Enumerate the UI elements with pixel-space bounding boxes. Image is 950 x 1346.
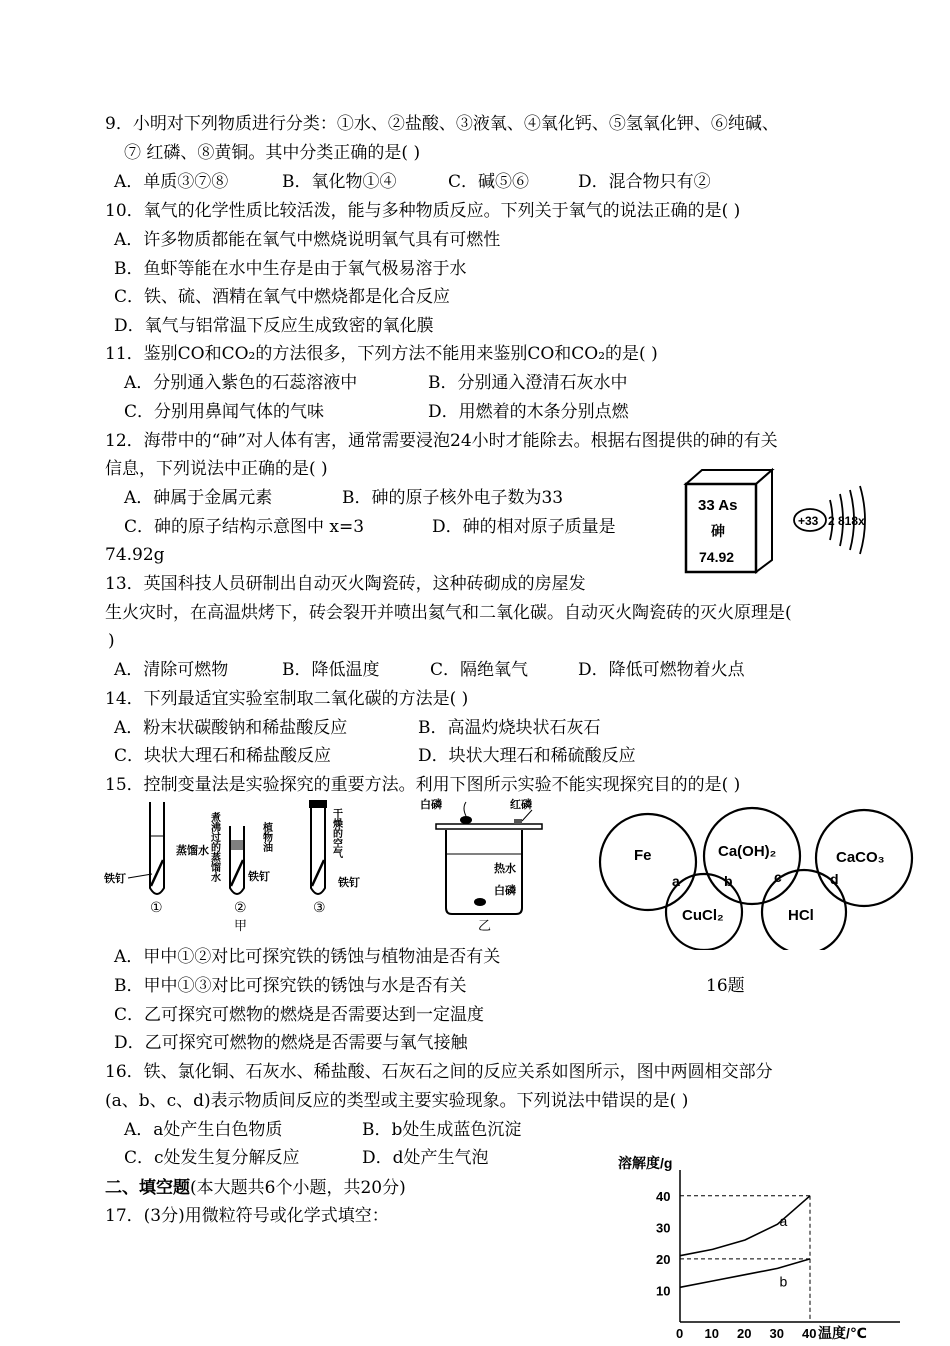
q13-stem-line3: ) [108,631,115,651]
tube1-nail-label: 铁钉 [104,873,126,885]
zone-d-label: d [830,871,839,887]
q12-option-d-continued: 74.92g [105,545,165,565]
q10-stem: 10．氧气的化学性质比较活泼，能与多种物质反应。下列关于氧气的说法正确的是( ) [105,201,741,221]
arsenic-figure-svg [680,464,890,576]
zone-b-label: b [724,873,733,889]
series-label-b: b [779,1273,788,1290]
section2-title: 二、填空题 [105,1178,190,1198]
figure-jia-caption: 甲 [234,918,248,933]
yi-white-phosphorus-top: 白磷 [420,799,442,811]
tube1-number: ① [150,899,163,915]
q12-option-b: B．砷的原子核外电子数为33 [342,488,564,508]
solubility-chart-svg [600,1150,910,1342]
q13-stem-line1: 13．英国科技人员研制出自动灭火陶瓷砖，这种砖砌成的房屋发 [105,574,586,594]
arsenic-card-mass: 74.92 [699,549,735,565]
series-line-a [680,1196,810,1256]
circle-caoh2-label: Ca(OH)₂ [718,843,777,860]
tube2-number: ② [234,899,247,915]
tube1-water-label: 蒸馏水 [176,845,209,857]
q10-option-b: B．鱼虾等能在水中生存是由于氧气极易溶于水 [114,259,467,279]
tube2-boiled-water-label: 煮沸过的蒸馏水 [208,812,220,882]
q14-option-b: B．高温灼烧块状石灰石 [418,718,601,738]
tube3-number: ③ [313,899,326,915]
yi-hot-water: 热水 [494,863,516,875]
q9-stem-line2: ⑦ 红磷、⑧黄铜。其中分类正确的是( ) [124,143,421,163]
x-tick-label-30: 30 [769,1326,784,1341]
q9-option-c: C．碱⑤⑥ [448,172,530,192]
q16-stem-line1: 16．铁、氯化铜、石灰水、稀盐酸、石灰石之间的反应关系如图所示，图中两圆相交部分 [105,1062,773,1082]
q12-option-c: C．砷的原子结构示意图中 x=3 [124,517,365,537]
x-tick-label-40: 40 [802,1326,817,1341]
arsenic-card-number: 33 As [698,497,738,514]
y-tick-label-20: 20 [656,1251,671,1267]
tube3-nail-label: 铁钉 [338,877,360,889]
q14-option-d: D．块状大理石和稀硫酸反应 [418,746,636,766]
solubility-chart [600,1150,910,1346]
q15-option-a: A．甲中①②对比可探究铁的锈蚀与植物油是否有关 [114,947,501,967]
nucleus-charge: +33 [798,514,819,528]
chart-xlabel: 温度/℃ [818,1325,867,1341]
q11-option-c: C．分别用鼻闻气体的气味 [124,402,325,422]
y-tick-label-10: 10 [656,1283,671,1299]
q11-option-d: D．用燃着的木条分别点燃 [428,402,629,422]
q15-option-b: B．甲中①③对比可探究铁的锈蚀与水是否有关 [114,976,467,996]
x-tick-label-0: 0 [676,1326,684,1341]
zone-a-label: a [672,873,680,889]
q11-option-a: A．分别通入紫色的石蕊溶液中 [124,373,358,393]
series-line-b [680,1259,810,1290]
q14-option-c: C．块状大理石和稀盐酸反应 [114,746,332,766]
q9-option-d: D．混合物只有② [578,172,711,192]
q14-option-a: A．粉末状碳酸钠和稀盐酸反应 [114,718,348,738]
figure-jia [100,796,380,940]
x-tick-label-10: 10 [704,1326,719,1341]
x-tick-label-20: 20 [737,1326,752,1341]
figure-yi-caption: 乙 [478,918,492,933]
section2-note: (本大题共6个小题，共20分) [190,1178,406,1198]
figure-yi [410,796,570,940]
zone-c-label: c [774,869,782,885]
circle-hcl-label: HCl [788,907,814,924]
q16-option-c: C．c处发生复分解反应 [124,1148,300,1168]
q10-option-d: D．氧气与铝常温下反应生成致密的氧化膜 [114,316,434,336]
q12-stem-line2: 信息，下列说法中正确的是( ) [105,459,328,479]
arsenic-figure [680,464,890,580]
q13-option-b: B．降低温度 [282,660,380,680]
chart-ylabel: 溶解度/g [618,1155,673,1171]
q16-option-b: B．b处生成蓝色沉淀 [362,1120,522,1140]
series-label-a: a [779,1213,788,1230]
electron-shells: 2 818x [828,514,865,528]
q9-option-a: A．单质③⑦⑧ [114,172,229,192]
q12-option-d: D．砷的相对原子质量是 [432,517,616,537]
q13-stem-line2: 生火灾时，在高温烘烤下，砖会裂开并喷出氦气和二氧化碳。自动灭火陶瓷砖的灭火原理是( [105,603,792,623]
q15-option-d: D．乙可探究可燃物的燃烧是否需要与氧气接触 [114,1033,468,1053]
q9-option-b: B．氧化物①④ [282,172,397,192]
y-tick-label-40: 40 [656,1188,671,1204]
q12-option-a: A．砷属于金属元素 [124,488,273,508]
q15-option-c: C．乙可探究可燃物的燃烧是否需要达到一定温度 [114,1005,485,1025]
section2-heading [105,1176,406,1200]
circle-cucl2-label: CuCl₂ [682,907,724,924]
q10-option-c: C．铁、硫、酒精在氧气中燃烧都是化合反应 [114,287,451,307]
q16-figure-label: 16题 [706,976,745,996]
q11-option-b: B．分别通入澄清石灰水中 [428,373,628,393]
figure-yi-svg [410,796,570,936]
q13-option-a: A．清除可燃物 [114,660,229,680]
circle-caco3-label: CaCO₃ [836,849,885,866]
q16-option-a: A．a处产生白色物质 [124,1120,283,1140]
q9-stem-line1: 9．小明对下列物质进行分类：①水、②盐酸、③液氧、④氧化钙、⑤氢氧化钾、⑥纯碱、 [105,114,779,134]
figure-jia-svg [100,796,380,936]
tube3-dry-air-label: 干燥的空气 [330,808,342,858]
q17-stem: 17．(3分)用微粒符号或化学式填空： [105,1206,389,1226]
figure-q16-svg [598,800,914,950]
q15-stem: 15．控制变量法是实验探究的重要方法。利用下图所示实验不能实现探究目的的是( ) [105,775,741,795]
q13-option-d: D．降低可燃物着火点 [578,660,745,680]
q12-stem-line1: 12．海带中的“砷”对人体有害，通常需要浸泡24小时才能除去。根据右图提供的砷的有关 [105,431,778,451]
q13-option-c: C．隔绝氧气 [430,660,529,680]
q16-stem-line2: (a、b、c、d)表示物质间反应的类型或主要实验现象。下列说法中错误的是( ) [105,1091,689,1111]
q10-option-a: A．许多物质都能在氧气中燃烧说明氧气具有可燃性 [114,230,501,250]
figure-q16-circles [598,800,914,954]
q16-option-d: D．d处产生气泡 [362,1148,489,1168]
arsenic-card-name: 砷 [711,523,725,539]
circle-fe-label: Fe [634,847,652,864]
tube2-oil-label: 植物油 [260,822,272,852]
q14-stem: 14．下列最适宜实验室制取二氧化碳的方法是( ) [105,689,469,709]
tube2-nail-label: 铁钉 [248,871,270,883]
q11-stem: 11．鉴别CO和CO₂的方法很多，下列方法不能用来鉴别CO和CO₂的是( ) [105,344,658,364]
y-tick-label-30: 30 [656,1220,671,1236]
yi-red-phosphorus: 红磷 [510,799,532,811]
yi-white-phosphorus-bottom: 白磷 [494,885,516,897]
